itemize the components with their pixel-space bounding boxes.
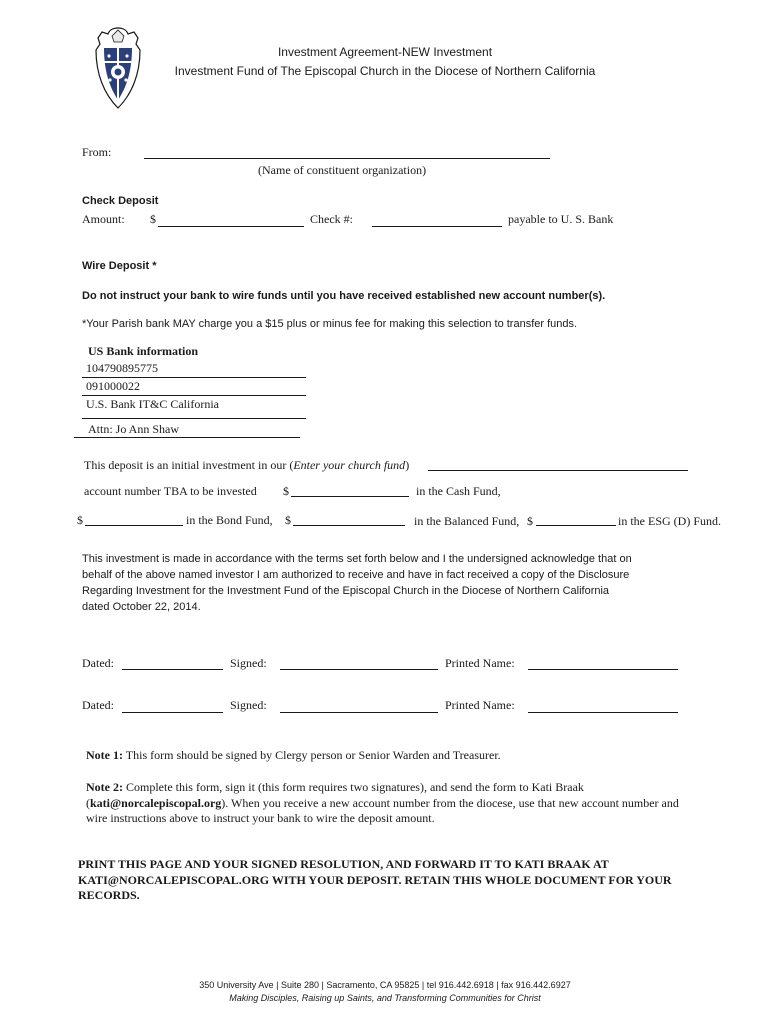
kati-email-link[interactable]: kati@norcalepiscopal.org (90, 796, 222, 810)
check-deposit-heading: Check Deposit (82, 195, 159, 207)
amount-label: Amount: (82, 212, 125, 226)
dated-field-2[interactable] (122, 712, 223, 713)
signed-label-2: Signed: (230, 698, 267, 712)
bank-attn: Attn: Jo Ann Shaw (88, 422, 180, 436)
signed-field-1[interactable] (280, 669, 438, 670)
print-instructions-line: RECORDS. (78, 888, 140, 902)
check-number-field[interactable] (372, 226, 502, 227)
from-caption: (Name of constituent organization) (258, 163, 427, 177)
signed-label-1: Signed: (230, 656, 267, 670)
esg-fund-label: in the ESG (D) Fund. (618, 514, 721, 528)
cash-fund-label: in the Cash Fund, (416, 484, 501, 498)
dated-label-2: Dated: (82, 698, 114, 712)
from-field[interactable] (144, 158, 550, 159)
printed-name-field-1[interactable] (528, 669, 678, 670)
payable-text: payable to U. S. Bank (508, 212, 614, 226)
amount-dollar-sign: $ (150, 212, 156, 226)
note-2-line: wire instructions above to instruct your bank to wire the deposit amount. (86, 811, 435, 825)
from-label: From: (82, 145, 112, 159)
print-instructions-line: PRINT THIS PAGE AND YOUR SIGNED RESOLUTION, AND FORWARD IT TO KATI BRAAK AT (78, 857, 609, 871)
bank-divider (82, 395, 306, 396)
balanced-dollar-sign: $ (285, 513, 291, 527)
bank-routing-2: 091000022 (86, 379, 140, 393)
note-2-line: Note 2: Complete this form, sign it (this form requires two signatures), and send the form to Kati Braak (86, 780, 584, 794)
bank-info-heading: US Bank information (88, 344, 199, 358)
terms-line: dated October 22, 2014. (82, 601, 201, 613)
dated-field-1[interactable] (122, 669, 223, 670)
bank-divider (74, 437, 300, 438)
note-1: Note 1: This form should be signed by Clergy person or Senior Warden and Treasurer. (86, 748, 501, 762)
terms-line: Regarding Investment for the Investment Fund of the Episcopal Church in the Diocese of Northern California (82, 585, 610, 597)
wire-warning: Do not instruct your bank to wire funds until you have received established new account number(s). (82, 290, 606, 302)
printed-name-label-1: Printed Name: (445, 656, 515, 670)
cash-dollar-sign: $ (283, 484, 289, 498)
fee-note: *Your Parish bank MAY charge you a $15 plus or minus fee for making this selection to transfer funds. (82, 318, 578, 330)
cash-fund-field[interactable] (291, 496, 409, 497)
dated-label-1: Dated: (82, 656, 114, 670)
account-tba-text: account number TBA to be invested (84, 484, 257, 498)
signed-field-2[interactable] (280, 712, 438, 713)
printed-name-label-2: Printed Name: (445, 698, 515, 712)
balanced-fund-label: in the Balanced Fund, (414, 514, 520, 528)
bank-divider (82, 418, 306, 419)
bank-divider (82, 377, 306, 378)
document-subtitle: Investment Fund of The Episcopal Church in the Diocese of Northern California (174, 64, 596, 78)
amount-field[interactable] (158, 226, 304, 227)
print-instructions-line: KATI@NORCALEPISCOPAL.ORG WITH YOUR DEPOSIT. RETAIN THIS WHOLE DOCUMENT FOR YOUR (78, 873, 672, 887)
document-title: Investment Agreement-NEW Investment (277, 45, 493, 59)
balanced-fund-field[interactable] (293, 525, 405, 526)
wire-deposit-heading: Wire Deposit * (82, 260, 157, 272)
footer-motto: Making Disciples, Raising up Saints, and Transforming Communities for Christ (229, 993, 541, 1003)
investment-statement: This deposit is an initial investment in our (Enter your church fund) (84, 458, 410, 472)
church-fund-field[interactable] (428, 470, 688, 471)
terms-line: This investment is made in accordance with the terms set forth below and I the undersigned acknowledge that on (82, 553, 632, 565)
terms-line: behalf of the above named investor I am authorized to receive and have in fact received a copy of the Disclosure (82, 569, 630, 581)
printed-name-field-2[interactable] (528, 712, 678, 713)
bank-name: U.S. Bank IT&C California (86, 397, 219, 411)
bank-routing-1: 104790895775 (86, 361, 158, 375)
esg-fund-field[interactable] (536, 525, 616, 526)
bond-dollar-sign: $ (77, 513, 83, 527)
footer-address: 350 University Ave | Suite 280 | Sacramento, CA 95825 | tel 916.442.6918 | fax 916.442.6927 (199, 980, 571, 990)
bond-fund-field[interactable] (85, 525, 183, 526)
bond-fund-label: in the Bond Fund, (186, 513, 273, 527)
note-2-line: (kati@norcalepiscopal.org). When you receive a new account number from the diocese, use that new account number and (86, 796, 679, 810)
check-number-label: Check #: (310, 212, 353, 226)
esg-dollar-sign: $ (527, 514, 533, 528)
